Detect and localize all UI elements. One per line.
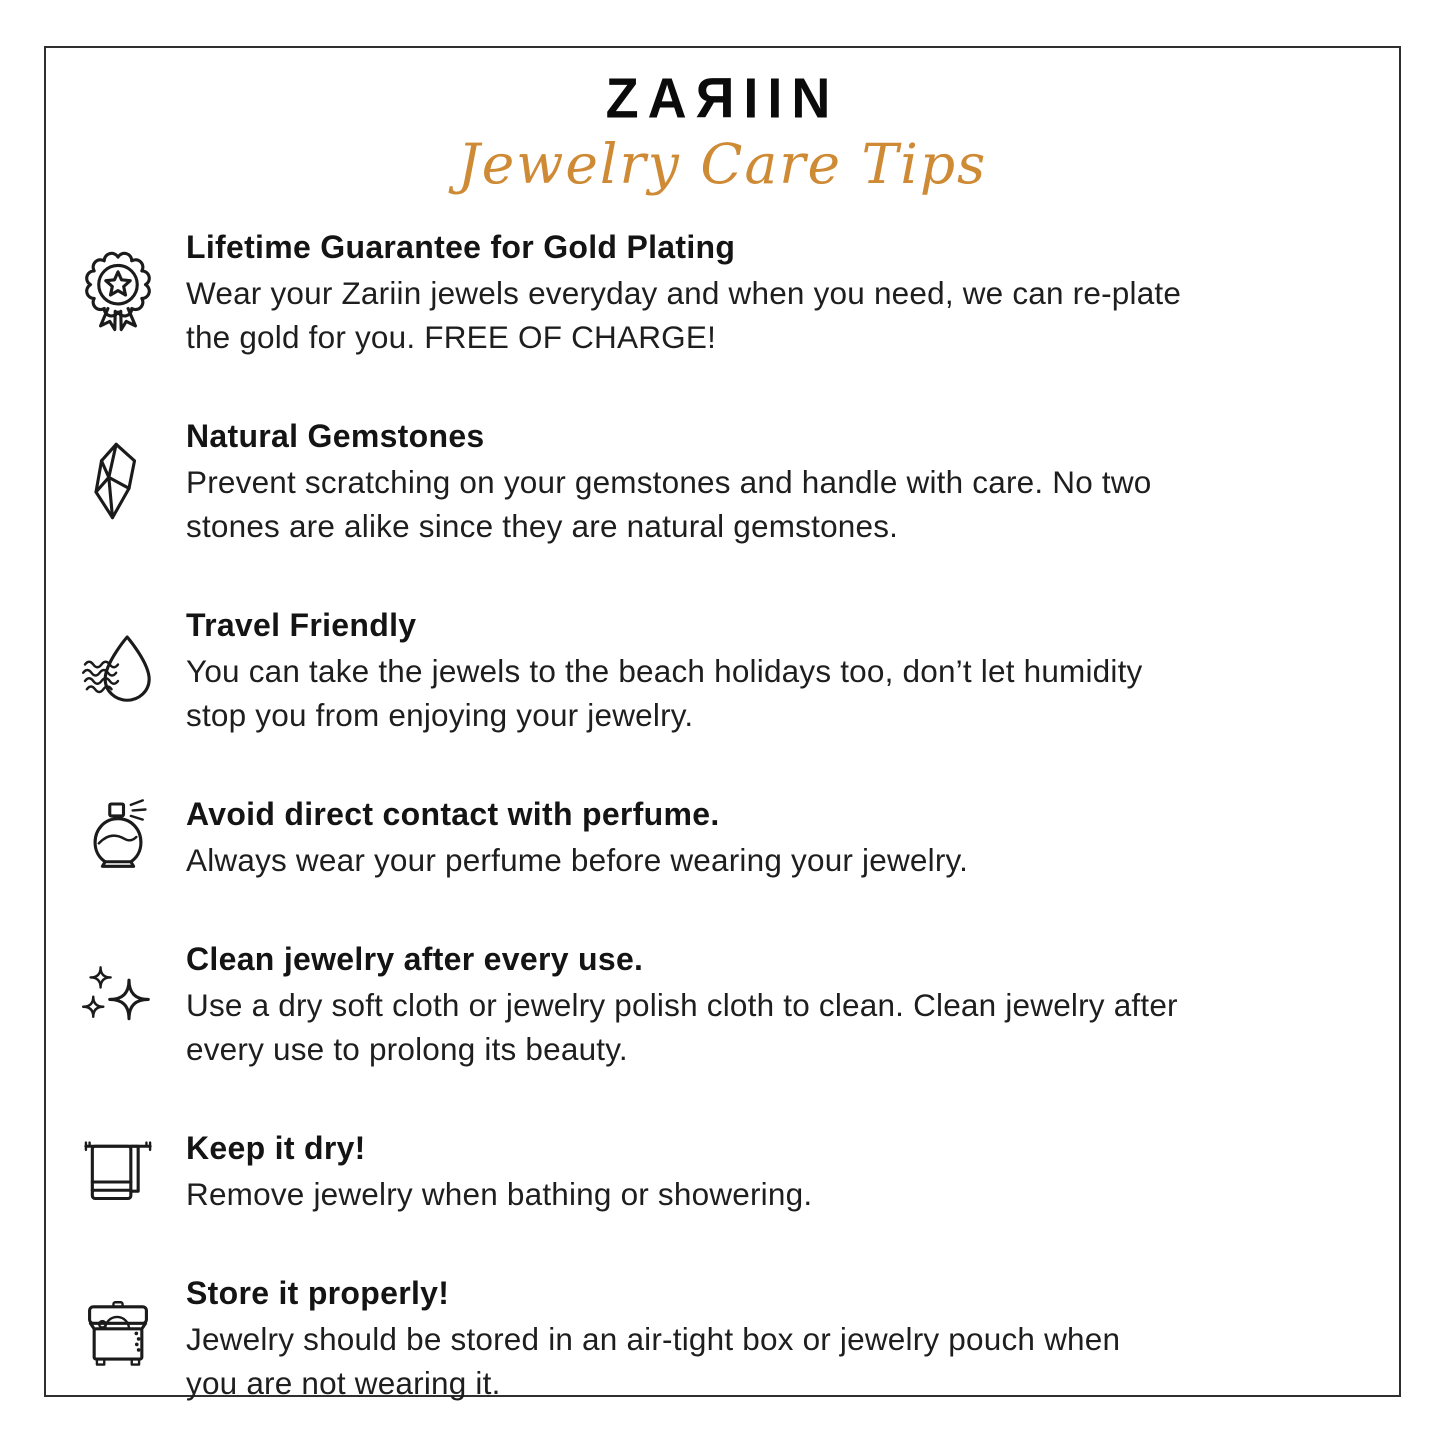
section-body: Always wear your perfume before wearing your jewelry. bbox=[186, 841, 969, 878]
section-title: Lifetime Guarantee for Gold Plating bbox=[186, 228, 736, 265]
section-text bbox=[186, 792, 1399, 882]
gemstone-icon bbox=[68, 437, 168, 525]
section-title: Travel Friendly bbox=[186, 606, 417, 643]
section-body: Remove jewelry when bathing or showering. bbox=[186, 1175, 813, 1212]
page-title: Jewelry Care Tips bbox=[457, 132, 988, 196]
sparkles-icon bbox=[68, 960, 168, 1048]
section-title: Clean jewelry after every use. bbox=[186, 940, 644, 977]
section-text bbox=[186, 603, 1399, 737]
section-title: Keep it dry! bbox=[186, 1129, 366, 1166]
towel-icon bbox=[68, 1127, 168, 1215]
section-avoid-perfume bbox=[68, 792, 1399, 882]
brand-logo: ZAЯIIN bbox=[605, 67, 840, 131]
medal-icon bbox=[68, 248, 168, 336]
section-store-properly bbox=[68, 1271, 1399, 1405]
perfume-bottle-icon bbox=[68, 793, 168, 881]
section-title: Avoid direct contact with perfume. bbox=[186, 795, 720, 832]
humidity-drop-icon bbox=[68, 626, 168, 714]
section-text bbox=[186, 225, 1399, 359]
section-body: You can take the jewels to the beach holidays too, don’t let humidity stop you from enjoying your jewelry. bbox=[186, 652, 1143, 733]
page-border-frame bbox=[44, 46, 1401, 1401]
section-natural-gemstones bbox=[68, 414, 1399, 548]
section-title: Store it properly! bbox=[186, 1274, 450, 1311]
section-travel-friendly bbox=[68, 603, 1399, 737]
section-keep-it-dry bbox=[68, 1126, 1399, 1216]
section-text bbox=[186, 1271, 1399, 1405]
section-body: Use a dry soft cloth or jewelry polish cloth to clean. Clean jewelry after every use to prolong its beauty. bbox=[186, 986, 1178, 1067]
section-body: Wear your Zariin jewels everyday and when you need, we can re-plate the gold for you. FREE OF CHARGE! bbox=[186, 274, 1182, 355]
section-body: Jewelry should be stored in an air-tight box or jewelry pouch when you are not wearing it. bbox=[186, 1320, 1121, 1401]
section-text bbox=[186, 414, 1399, 548]
section-clean-jewelry bbox=[68, 937, 1399, 1071]
section-gold-plating bbox=[68, 225, 1399, 359]
section-text bbox=[186, 1126, 1399, 1216]
section-text bbox=[186, 937, 1399, 1071]
care-tips-list bbox=[46, 225, 1399, 1405]
section-body: Prevent scratching on your gemstones and handle with care. No two stones are alike since they are natural gemstones. bbox=[186, 463, 1152, 544]
jewelry-box-icon bbox=[68, 1294, 168, 1382]
section-title: Natural Gemstones bbox=[186, 417, 485, 454]
